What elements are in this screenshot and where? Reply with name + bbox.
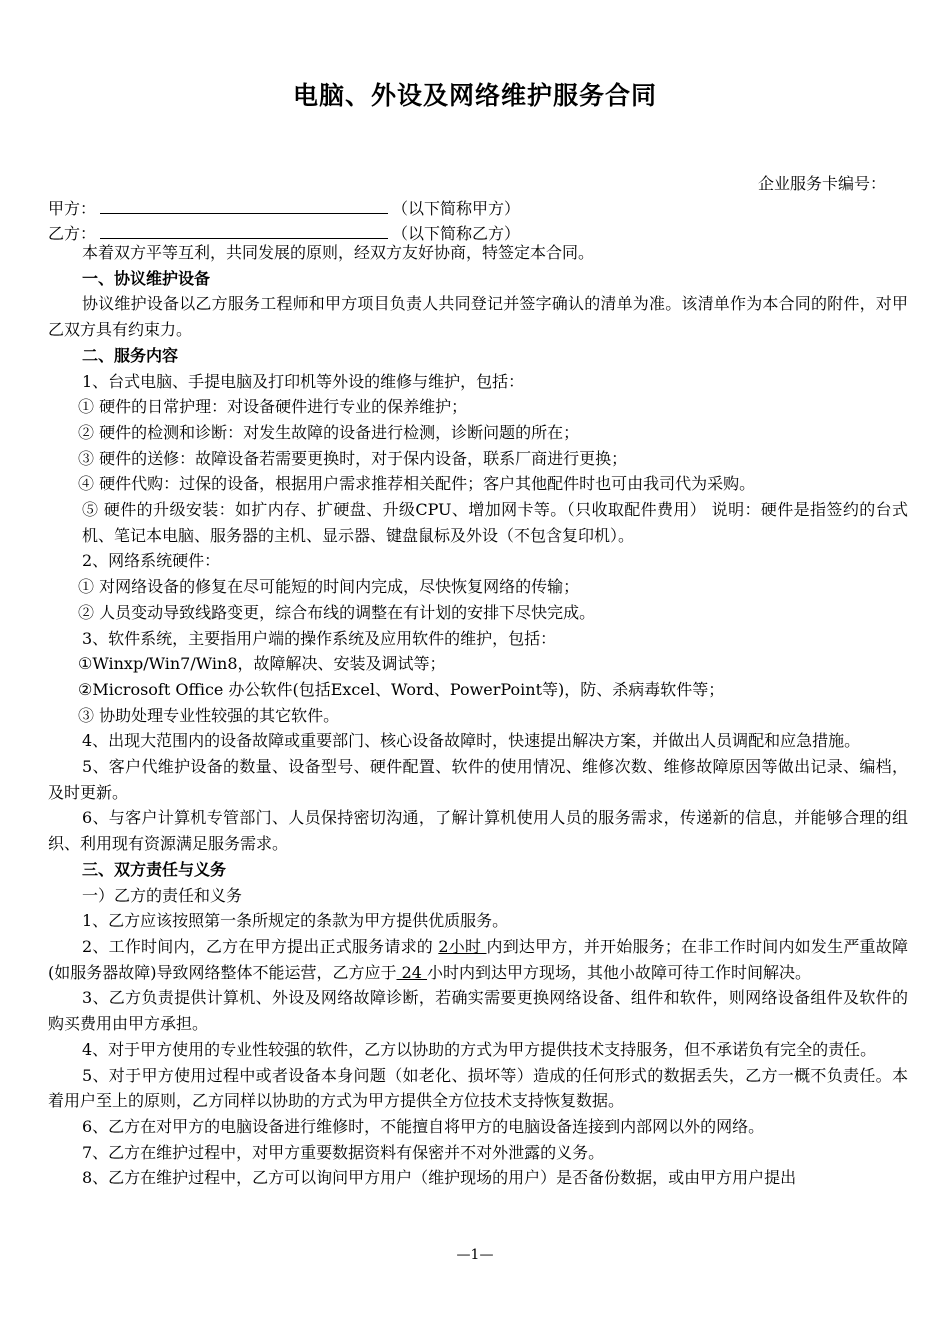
duty-2-mid: 内到达甲方，并开始服务；在非工作时间内如发生严重故障(如服务器故障)导致网络整体不能运营，乙方应于 [48, 936, 908, 982]
document-title: 电脑、外设及网络维护服务合同 [292, 81, 657, 110]
service-item-1d: ④ 硬件代购：过保的设备，根据用户需求推荐相关配件；客户其他配件时也可由我司代为采购。 [78, 474, 756, 494]
duty-2-post: 小时内到达甲方现场，其他小故障可待工作时间解决。 [427, 962, 812, 982]
service-card-number: 企业服务卡编号： [757, 174, 886, 193]
party-b-note: （以下简称乙方） [392, 224, 521, 243]
duty-3: 3、乙方负责提供计算机、外设及网络故障诊断，若确实需要更换网络设备、组件和软件，则网络设备组件及软件的购买费用由甲方承担。 [48, 988, 908, 1034]
service-item-1c: ③ 硬件的送修：故障设备若需要更换时，对于保内设备，联系厂商进行更换； [78, 448, 628, 468]
service-item-2b: ② 人员变动导致线路变更，综合布线的调整在有计划的安排下尽快完成。 [78, 602, 596, 622]
party-b-duties-subheading: 一）乙方的责任和义务 [82, 885, 243, 905]
response-hours-offhours: 24 [396, 962, 428, 982]
duty-2-pre: 2、工作时间内，乙方在甲方提出正式服务请求的 [82, 936, 439, 956]
duty-1: 1、乙方应该按照第一条所规定的条款为甲方提供优质服务。 [82, 911, 509, 931]
section-1-heading: 一、协议维护设备 [82, 268, 211, 288]
service-item-1a: ① 硬件的日常护理：对设备硬件进行专业的保养维护； [78, 397, 468, 417]
duty-2 [48, 934, 908, 985]
service-item-2: 2、网络系统硬件： [82, 551, 221, 571]
party-b-label: 乙方： [48, 224, 97, 243]
service-item-1: 1、台式电脑、手提电脑及打印机等外设的维修与维护，包括： [82, 371, 525, 391]
page-number: —1— [456, 1247, 494, 1263]
section-1-text: 协议维护设备以乙方服务工程师和甲方项目负责人共同登记并签字确认的清单为准。该清单作为本合同的附件，对甲乙双方具有约束力。 [48, 294, 908, 340]
intro-paragraph: 本着双方平等互利，共同发展的原则，经双方友好协商，特签定本合同。 [82, 243, 595, 262]
section-3-heading: 三、双方责任与义务 [82, 859, 227, 879]
party-a-line [48, 196, 520, 219]
party-b-blank [100, 224, 388, 239]
contract-body [48, 240, 908, 1191]
party-a-note: （以下简称甲方） [392, 199, 521, 218]
service-item-3b: ②Microsoft Office 办公软件(包括Excel、Word、PowerPoint等)，防、杀病毒软件等； [78, 679, 725, 699]
duty-7: 7、乙方在维护过程中，对甲方重要数据资料有保密并不对外泄露的义务。 [82, 1142, 605, 1162]
service-item-2a: ① 对网络设备的修复在尽可能短的时间内完成，尽快恢复网络的传输； [78, 577, 580, 597]
service-item-3: 3、软件系统，主要指用户端的操作系统及应用软件的维护，包括： [82, 628, 557, 648]
service-item-1b: ② 硬件的检测和诊断：对发生故障的设备进行检测，诊断问题的所在； [78, 422, 580, 442]
response-hours-workday: 2小时 [438, 936, 487, 956]
service-item-4: 4、出现大范围内的设备故障或重要部门、核心设备故障时，快速提出解决方案，并做出人员调配和应急措施。 [82, 731, 861, 751]
duty-5: 5、对于甲方使用过程中或者设备本身问题（如老化、损坏等）造成的任何形式的数据丢失，乙方一概不负责任。本着用户至上的原则，乙方同样以协助的方式为甲方提供全方位技术支持恢复数据。 [48, 1065, 908, 1111]
service-item-3c: ③ 协助处理专业性较强的其它软件。 [78, 705, 340, 725]
party-a-blank [100, 199, 388, 214]
service-item-5: 5、客户代维护设备的数量、设备型号、硬件配置、软件的使用情况、维修次数、维修故障原因等做出记录、编档，及时更新。 [48, 757, 908, 802]
duty-6: 6、乙方在对甲方的电脑设备进行维修时，不能擅自将甲方的电脑设备连接到内部网以外的网络。 [82, 1116, 765, 1136]
section-2-heading: 二、服务内容 [82, 345, 179, 365]
duty-8: 8、乙方在维护过程中，乙方可以询问甲方用户（维护现场的用户）是否备份数据，或由甲方用户提出 [82, 1168, 797, 1188]
service-item-3a: ①Winxp/Win7/Win8，故障解决、安装及调试等； [78, 654, 446, 674]
party-a-label: 甲方： [48, 199, 97, 218]
duty-4: 4、对于甲方使用的专业性较强的软件，乙方以协助的方式为甲方提供技术支持服务，但不承诺负有完全的责任。 [82, 1039, 877, 1059]
service-item-1e: ⑤ 硬件的升级安装：如扩内存、扩硬盘、升级CPU、增加网卡等。（只收取配件费用） 说明：硬件是指签约的台式机、笔记本电脑、服务器的主机、显示器、键盘鼠标及外设（不包含复印机）。 [82, 500, 908, 545]
service-item-6: 6、与客户计算机专管部门、人员保持密切沟通，了解计算机使用人员的服务需求，传递新的信息，并能够合理的组织、利用现有资源满足服务需求。 [48, 808, 908, 854]
